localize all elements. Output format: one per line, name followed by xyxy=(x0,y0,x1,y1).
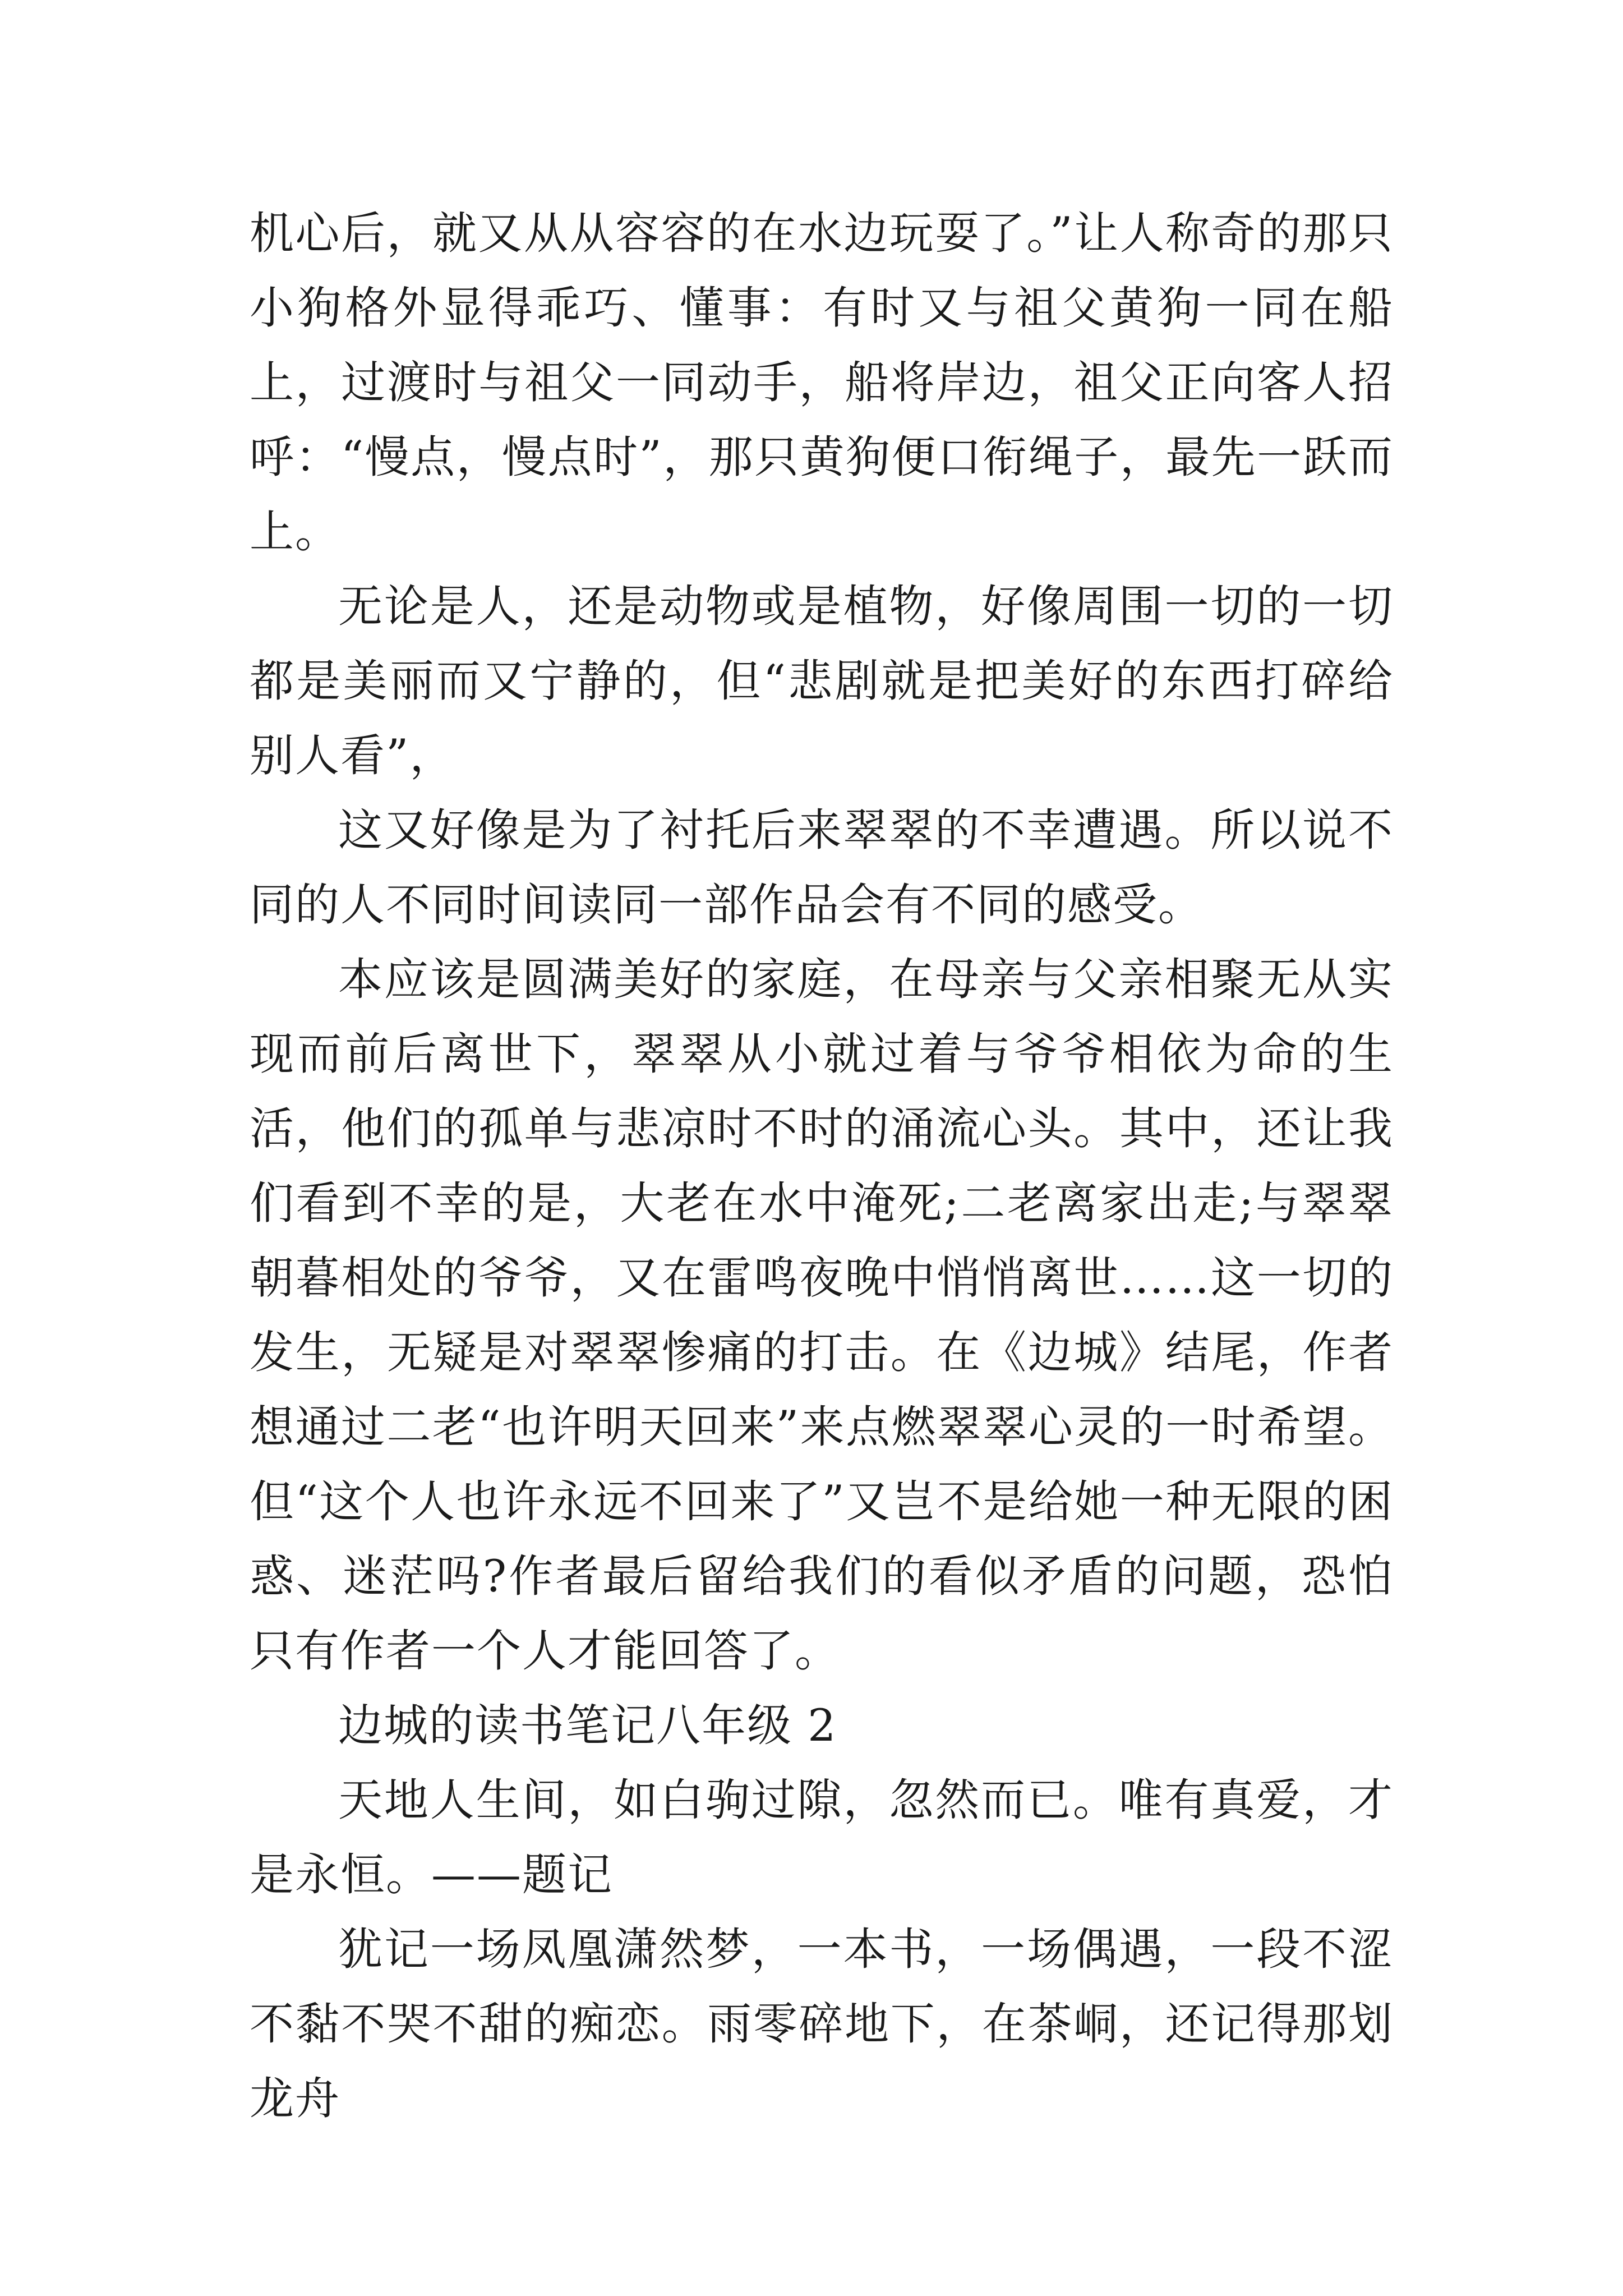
paragraph-5: 犹记一场凤凰潇然梦，一本书，一场偶遇，一段不涩不黏不哭不甜的痴恋。雨零碎地下，在茶峒，还记得那划龙舟 xyxy=(250,1924,1394,2124)
paragraph-4: 本应该是圆满美好的家庭，在母亲与父亲相聚无从实现而前后离世下，翠翠从小就过着与爷爷相依为命的生活，他们的孤单与悲凉时不时的涌流心头。其中，还让我们看到不幸的是，大老在水中淹死;二老离家出走;与翠翠朝暮相处的爷爷，又在雷鸣夜晚中悄悄离世……这一切的发生，无疑是对翠翠惨痛的打击。在《边城》结尾，作者想通过二老“也许明天回来”来点燃翠翠心灵的一时希望。但“这个人也许永远不回来了”又岂不是给她一种无限的困惑、迷茫吗?作者最后留给我们的看似矛盾的问题，恐怕只有作者一个人才能回答了。 xyxy=(250,954,1394,1677)
paragraph-epigraph: 天地人生间，如白驹过隙，忽然而已。唯有真爱，才是永恒。——题记 xyxy=(250,1774,1394,1901)
paragraph-1: 机心后，就又从从容容的在水边玩耍了。”让人称奇的那只小狗格外显得乖巧、懂事：有时又与祖父黄狗一同在船上，过渡时与祖父一同动手，船将岸边，祖父正向客人招呼：“慢点，慢点时”，那只黄狗便口衔绳子，最先一跃而上。 xyxy=(250,208,1394,558)
body-text xyxy=(250,196,1394,2136)
section-heading: 边城的读书笔记八年级 2 xyxy=(338,1700,837,1751)
paragraph-3: 这又好像是为了衬托后来翠翠的不幸遭遇。所以说不同的人不同时间读同一部作品会有不同的感受。 xyxy=(250,804,1394,931)
paragraph-2: 无论是人，还是动物或是植物，好像周围一切的一切都是美丽而又宁静的，但“悲剧就是把美好的东西打碎给别人看”， xyxy=(250,581,1394,781)
